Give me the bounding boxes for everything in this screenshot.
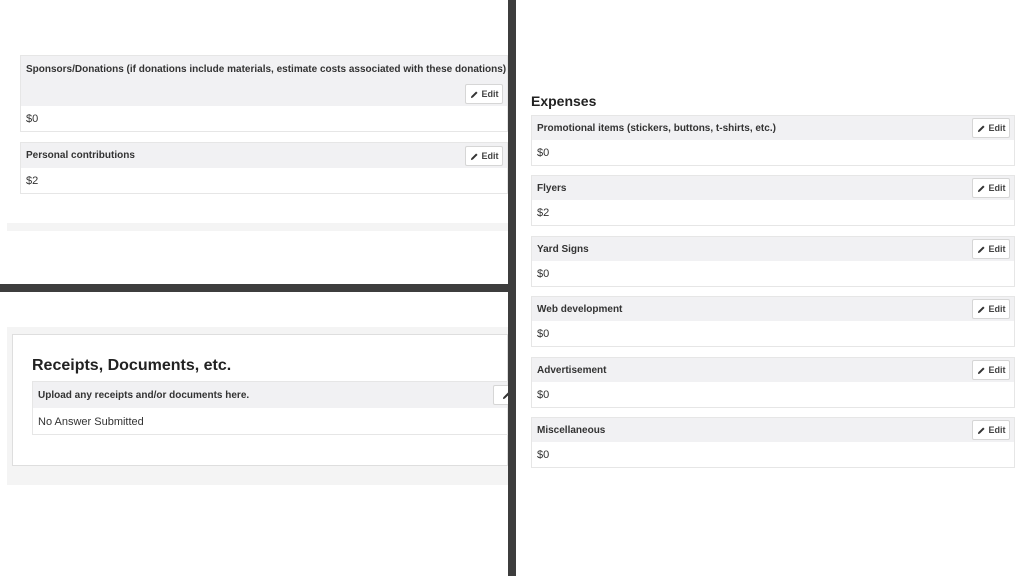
pencil-icon — [977, 124, 986, 133]
pencil-icon — [470, 90, 479, 99]
field-label: Web development — [537, 304, 623, 315]
field-header — [21, 56, 507, 106]
field-value: $0 — [537, 147, 550, 159]
edit-button[interactable] — [465, 146, 503, 166]
receipts-upload-field — [32, 381, 508, 435]
field-value: $0 — [26, 113, 39, 125]
field-header — [532, 358, 1014, 382]
edit-label: Edit — [481, 89, 499, 99]
field-label: Promotional items (stickers, buttons, t-shirts, etc.) — [537, 123, 776, 134]
field-label: Upload any receipts and/or documents here. — [38, 390, 250, 401]
expense-item-yard-signs — [531, 236, 1015, 287]
field-label: Yard Signs — [537, 244, 589, 255]
field-value: $2 — [537, 207, 550, 219]
edit-label: Edit — [481, 151, 499, 161]
field-value: $0 — [537, 268, 550, 280]
personal-contributions-field — [20, 142, 508, 194]
section-title: Expenses — [531, 93, 597, 109]
expenses-panel — [516, 0, 1024, 576]
income-panel — [0, 0, 508, 284]
edit-button[interactable] — [972, 239, 1010, 259]
expense-item-miscellaneous — [531, 417, 1015, 468]
field-label: Miscellaneous — [537, 425, 606, 436]
edit-label: Edit — [988, 183, 1006, 193]
field-value: $0 — [537, 389, 550, 401]
receipts-panel — [0, 292, 508, 576]
field-header — [33, 382, 507, 408]
edit-label: Edit — [988, 425, 1006, 435]
edit-label: Edit — [988, 123, 1006, 133]
pane-divider-vertical — [508, 0, 516, 576]
edit-button[interactable] — [465, 84, 503, 104]
sponsors-donations-field — [20, 55, 508, 132]
edit-label: Edit — [988, 304, 1006, 314]
expense-item-web-development — [531, 296, 1015, 347]
field-value: $0 — [537, 328, 550, 340]
edit-button[interactable] — [493, 385, 508, 405]
pencil-icon — [977, 184, 986, 193]
edit-label: Edit — [988, 365, 1006, 375]
section-title: Receipts, Documents, etc. — [32, 357, 232, 374]
pane-divider-horizontal — [0, 284, 508, 292]
expense-item-advertisement — [531, 357, 1015, 408]
field-label: Advertisement — [537, 365, 607, 376]
edit-button[interactable] — [972, 178, 1010, 198]
edit-label: Edit — [988, 244, 1006, 254]
edit-button[interactable] — [972, 420, 1010, 440]
field-label: Personal contributions — [26, 150, 135, 161]
expense-item-flyers — [531, 175, 1015, 226]
expense-item-promotional — [531, 115, 1015, 166]
field-header — [532, 176, 1014, 200]
edit-button[interactable] — [972, 360, 1010, 380]
field-header — [21, 143, 507, 168]
edit-button[interactable] — [972, 299, 1010, 319]
panel-footer-band — [7, 223, 508, 231]
pencil-icon — [977, 305, 986, 314]
field-header — [532, 418, 1014, 442]
pencil-icon — [470, 152, 479, 161]
field-label: Flyers — [537, 183, 567, 194]
pencil-icon — [977, 245, 986, 254]
field-label: Sponsors/Donations (if donations include materials, estimate costs associated with these donations) — [26, 64, 507, 75]
field-value: $2 — [26, 175, 39, 187]
field-value: $0 — [537, 449, 550, 461]
pencil-icon — [977, 366, 986, 375]
field-header — [532, 116, 1014, 140]
field-header — [532, 237, 1014, 261]
pencil-icon — [977, 426, 986, 435]
field-header — [532, 297, 1014, 321]
field-value: No Answer Submitted — [38, 416, 144, 428]
edit-button[interactable] — [972, 118, 1010, 138]
